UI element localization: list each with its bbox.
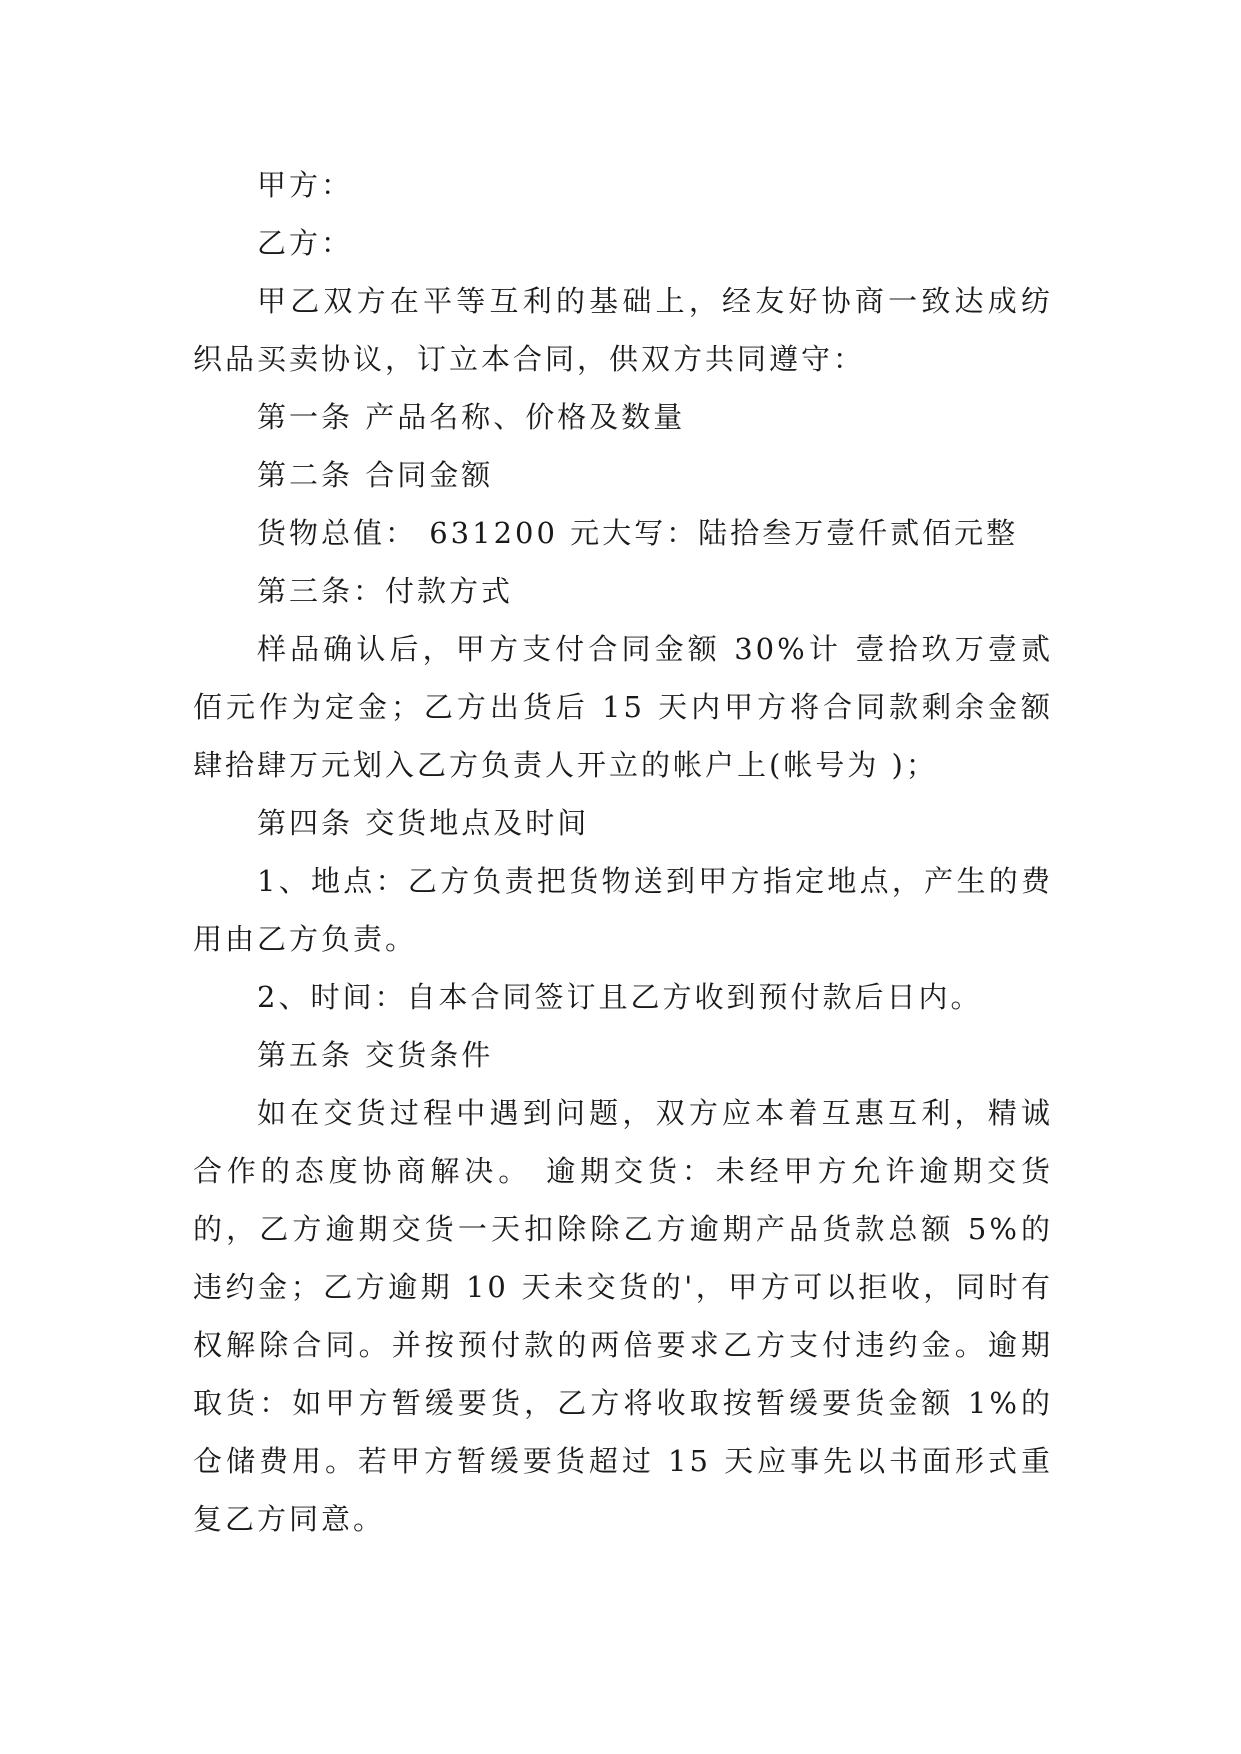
article-3-heading: 第三条：付款方式 — [257, 574, 514, 608]
delivery-time-paragraph: 2、时间：自本合同签订且乙方收到预付款后日内。 — [257, 980, 983, 1014]
payment-terms-paragraph: 样品确认后，甲方支付合同金额 30%计 壹拾玖万壹贰佰元作为定金；乙方出货后 15 天内甲方将合同款剩余金额 肆拾肆万元划入乙方负责人开立的帐户上(帐号为 )； — [193, 632, 1053, 782]
contract-body — [193, 156, 1053, 1548]
article-1-heading: 第一条 产品名称、价格及数量 — [257, 400, 686, 434]
delivery-conditions-paragraph: 如在交货过程中遇到问题，双方应本着互惠互利，精诚合作的态度协商解决。 逾期交货：未经甲方允许逾期交货的，乙方逾期交货一天扣除除乙方逾期产品货款总额 5%的违约金；乙方逾期 10 天未交货的'，甲方可以拒收，同时有权解除合同。并按预付款的两倍要求乙方支付违约金。逾期取货：如甲方暂缓要货，乙方将收取按暂缓要货金额 1%的仓储费用。若甲方暂缓要货超过 15 天应事先以书面形式重复乙方同意。 — [193, 1096, 1053, 1536]
preamble-paragraph: 甲乙双方在平等互利的基础上，经友好协商一致达成纺织品买卖协议，订立本合同，供双方共同遵守： — [193, 284, 1053, 376]
article-4-heading: 第四条 交货地点及时间 — [257, 806, 590, 840]
party-b-line: 乙方： — [257, 226, 354, 260]
total-value-line: 货物总值： 631200 元大写：陆拾叁万壹仟贰佰元整 — [257, 516, 1019, 550]
article-5-heading: 第五条 交货条件 — [257, 1038, 494, 1072]
article-2-heading: 第二条 合同金额 — [257, 458, 494, 492]
delivery-location-paragraph: 1、地点：乙方负责把货物送到甲方指定地点，产生的费用由乙方负责。 — [193, 864, 1053, 956]
party-a-line: 甲方： — [257, 168, 354, 202]
